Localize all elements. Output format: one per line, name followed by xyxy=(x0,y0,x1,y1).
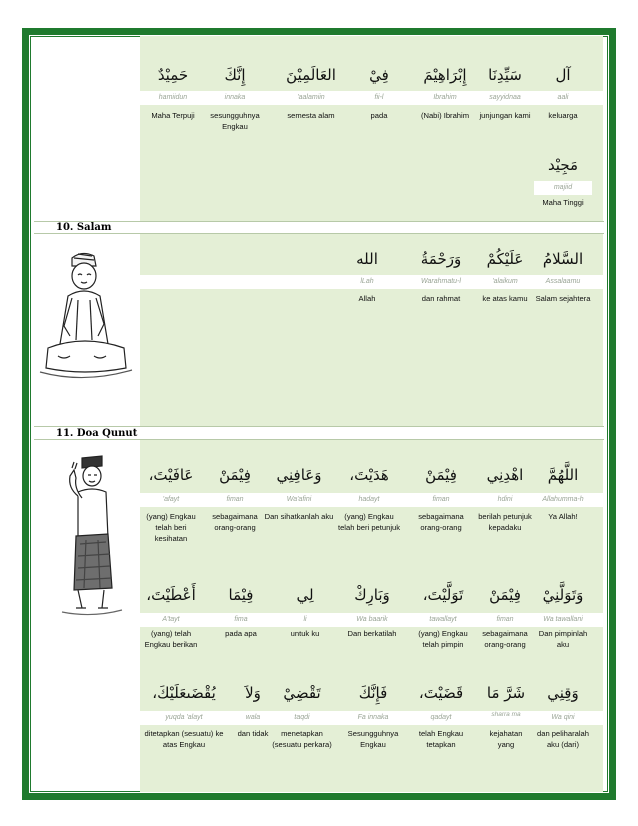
divider xyxy=(34,233,604,234)
transliteration: lLah xyxy=(338,275,396,289)
section-title-salam: 10. Salam xyxy=(56,222,112,233)
word-row-qunut-3 xyxy=(140,678,603,788)
meaning: sebagaimana orang-orang xyxy=(418,512,464,532)
arabic-word: هَدَيْتَ، xyxy=(349,466,389,484)
arabic-word: أَعْطَيْتَ، xyxy=(146,586,196,604)
transliteration: 'afayt xyxy=(142,493,200,507)
meaning: telah Engkau tetapkan xyxy=(418,729,464,749)
arabic-word: فِيْمَنْ xyxy=(219,466,251,484)
arabic-word: وَلاَ xyxy=(245,684,261,702)
arabic-word: آل xyxy=(555,66,571,84)
transliteration: sayyidnaa xyxy=(476,91,534,105)
meaning: semesta alam xyxy=(287,111,335,120)
transliteration: A'tayt xyxy=(142,613,200,627)
transliteration: hadayt xyxy=(336,493,402,507)
arabic-word: عَلَيْكُمْ xyxy=(486,250,524,268)
meaning: dan tidak xyxy=(237,729,269,738)
meaning: Dan sihatkanlah aku xyxy=(264,512,334,521)
transliteration: Assalaamu xyxy=(534,275,592,289)
word-row-block1-1 xyxy=(140,60,603,140)
arabic-word: وَرَحْمَةُ xyxy=(420,250,462,268)
transliteration: qadayt xyxy=(408,711,474,725)
arabic-word: وَقِنِي xyxy=(547,684,579,702)
meaning: berilah petunjuk kepadaku xyxy=(478,512,532,532)
meaning: Salam sejahtera xyxy=(535,294,591,303)
arabic-word: حَمِيْدٌ xyxy=(157,66,189,84)
meaning: Allah xyxy=(358,294,376,303)
arabic-word: فِيْمَنْ xyxy=(425,466,457,484)
transliteration: Wa'afini xyxy=(264,493,334,507)
transliteration: Ibrahim xyxy=(416,91,474,105)
arabic-word: وَتَوَلَّنِيْ xyxy=(542,586,584,604)
transliteration: fima xyxy=(212,613,270,627)
meaning: ditetapkan (sesuatu) ke atas Engkau xyxy=(144,729,224,749)
meaning: pada xyxy=(370,111,388,120)
transliteration: sharra ma xyxy=(484,711,528,725)
transliteration: fiman xyxy=(476,613,534,627)
transliteration: tawallayt xyxy=(414,613,472,627)
meaning: (yang) telah Engkau berikan xyxy=(144,629,198,649)
standing-boy-praying-illustration xyxy=(56,448,126,618)
transliteration: hamiidun xyxy=(144,91,202,105)
divider xyxy=(34,221,604,222)
transliteration: Wa baarik xyxy=(340,613,404,627)
meaning: Dan berkatilah xyxy=(347,629,397,638)
word-row-salam xyxy=(140,244,603,324)
arabic-word: لِي xyxy=(296,586,314,604)
meaning: dan peliharalah aku (dari) xyxy=(537,729,589,749)
transliteration: taqdi xyxy=(268,711,336,725)
meaning: menetapkan (sesuatu perkara) xyxy=(272,729,332,749)
meaning: Sesungguhnya Engkau xyxy=(347,729,399,749)
arabic-word: شَرَّ مَا xyxy=(486,684,526,702)
meaning: kejahatan yang xyxy=(489,729,523,749)
arabic-word: يُقْضَىعَلَيْكَ، xyxy=(152,684,216,702)
arabic-word: اللَّهُمَّ xyxy=(547,466,579,484)
kneeling-boy-illustration xyxy=(38,244,134,384)
transliteration: Wa tawallani xyxy=(534,613,592,627)
word-row-block1-2 xyxy=(140,150,603,220)
arabic-word: تَوَلَّيْتَ، xyxy=(422,586,464,604)
transliteration: Allahumma-h xyxy=(534,493,592,507)
arabic-word: قَضَيْتَ، xyxy=(418,684,464,702)
meaning: dan rahmat xyxy=(421,294,461,303)
transliteration: wala xyxy=(230,711,276,725)
section-title-qunut: 11. Doa Qunut xyxy=(56,428,138,439)
arabic-word: إِبْرَاهِيْمَ xyxy=(423,66,467,84)
meaning: (Nabi) Ibrahim xyxy=(420,111,470,120)
transliteration: innaka xyxy=(206,91,264,105)
meaning: (yang) Engkau telah pimpin xyxy=(418,629,468,649)
arabic-word: إِنَّكَ xyxy=(224,66,246,84)
transliteration: Wa qini xyxy=(534,711,592,725)
arabic-word: العَالَمِيْنَ xyxy=(286,66,336,84)
meaning: pada apa xyxy=(225,629,257,638)
meaning: Dan pimpinlah aku xyxy=(538,629,588,649)
meaning: untuk ku xyxy=(290,629,320,638)
arabic-word: تَقْضِيْ xyxy=(283,684,321,702)
arabic-word: الله xyxy=(356,250,378,268)
meaning: Maha Tinggi xyxy=(542,198,584,207)
transliteration: aali xyxy=(534,91,592,105)
transliteration: Fa innaka xyxy=(340,711,406,725)
arabic-word: عَافَيْتَ، xyxy=(148,466,194,484)
word-row-qunut-1 xyxy=(140,460,603,560)
transliteration: hdini xyxy=(476,493,534,507)
transliteration: fiman xyxy=(202,493,268,507)
arabic-word: اهْدِنِي xyxy=(486,466,524,484)
arabic-word: السَّلامُ xyxy=(542,250,584,268)
arabic-word: وَعَافِنِي xyxy=(276,466,322,484)
arabic-word: وَبَارِكْ xyxy=(354,586,390,604)
arabic-word: فِيْ xyxy=(369,66,389,84)
divider xyxy=(34,426,604,427)
meaning: sebagaimana orang-orang xyxy=(482,629,528,649)
transliteration: fiman xyxy=(408,493,474,507)
meaning: sebagaimana orang-orang xyxy=(212,512,258,532)
arabic-word: مَجِيْد xyxy=(547,156,579,174)
arabic-word: سَيِّدِنَا xyxy=(488,66,522,84)
transliteration: li xyxy=(276,613,334,627)
meaning: keluarga xyxy=(548,111,578,120)
transliteration: 'alaikum xyxy=(476,275,534,289)
transliteration: Warahmatu-l xyxy=(406,275,476,289)
meaning: (yang) Engkau telah beri kesihatan xyxy=(146,512,196,543)
meaning: junjungan kami xyxy=(479,111,531,120)
word-row-qunut-2 xyxy=(140,580,603,675)
transliteration: 'aalamiin xyxy=(278,91,344,105)
meaning: Maha Terpuji xyxy=(151,111,195,120)
transliteration: yuqda 'alayt xyxy=(144,711,224,725)
arabic-word: فَإِنَّكَ xyxy=(358,684,388,702)
transliteration: fii-l xyxy=(350,91,408,105)
meaning: ke atas kamu xyxy=(482,294,528,303)
meaning: sesungguhnya Engkau xyxy=(210,111,260,131)
arabic-word: فِيْمَنْ xyxy=(489,586,521,604)
meaning: Ya Allah! xyxy=(548,512,578,521)
arabic-word: فِيْمَا xyxy=(228,586,254,604)
divider xyxy=(34,439,604,440)
meaning: (yang) Engkau telah beri petunjuk xyxy=(337,512,401,532)
transliteration: majiid xyxy=(534,181,592,195)
